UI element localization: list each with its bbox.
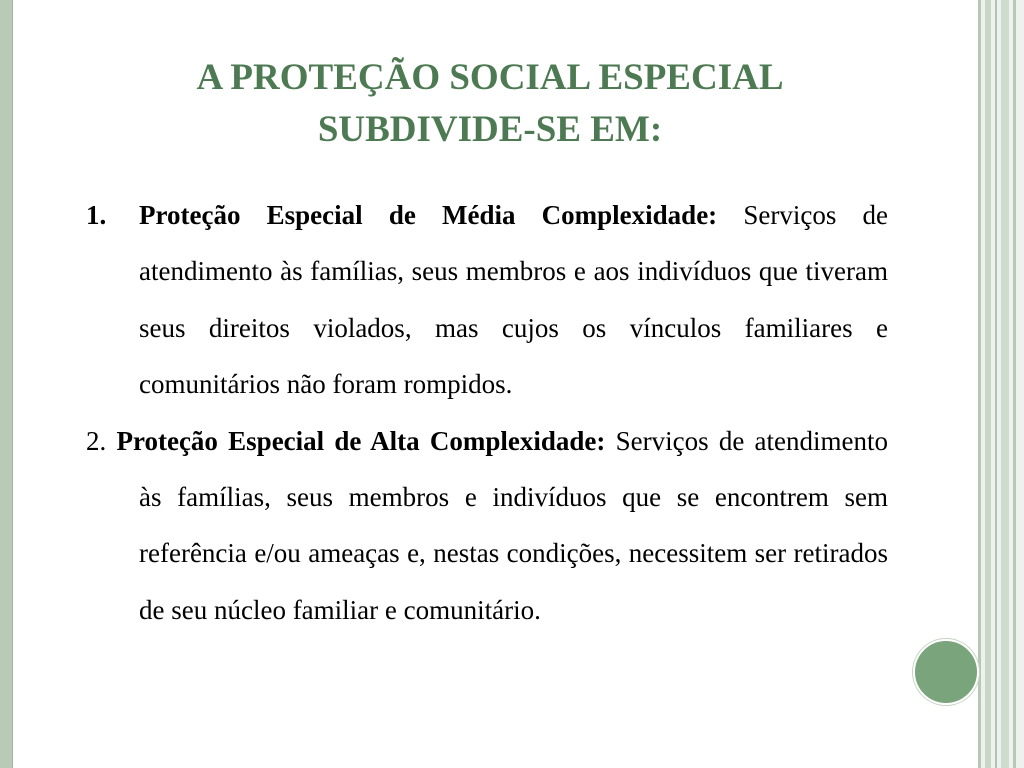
border-stripe — [985, 0, 991, 768]
slide-title — [60, 52, 920, 156]
border-stripe — [1013, 0, 1016, 768]
border-stripe — [1001, 0, 1009, 768]
list-item-text: Serviços de atendimento às famílias, seus membros e aos indivíduos que tiveram seus direitos violados, mas cujos os vínculos familiares e comunitários não foram rompidos. — [139, 200, 889, 400]
slide-title-line-2: SUBDIVIDE-SE EM: — [317, 109, 663, 150]
left-border-decoration — [0, 0, 13, 768]
right-border-decoration — [978, 0, 1024, 768]
slide-title-line-1: A PROTEÇÃO SOCIAL ESPECIAL — [196, 57, 784, 98]
list-item-text: Serviços de atendimento às famílias, seus membros e indivíduos que se encontrem sem referência e/ou ameaças e, nestas condições, necessitem ser retirados de seu núcleo familiar e comunitário. — [139, 425, 888, 625]
list-item-number: 1. — [86, 200, 107, 230]
list-item-heading: Proteção Especial de Alta Complexidade: — [116, 425, 606, 456]
border-stripe — [978, 0, 981, 768]
list-item-number: 2. — [86, 425, 107, 456]
border-stripe — [995, 0, 997, 768]
list-item — [86, 187, 888, 413]
circle-decoration — [913, 639, 979, 705]
list-item — [86, 413, 888, 639]
slide-content — [86, 187, 888, 638]
list-item-heading: Proteção Especial de Média Complexidade: — [139, 200, 718, 230]
